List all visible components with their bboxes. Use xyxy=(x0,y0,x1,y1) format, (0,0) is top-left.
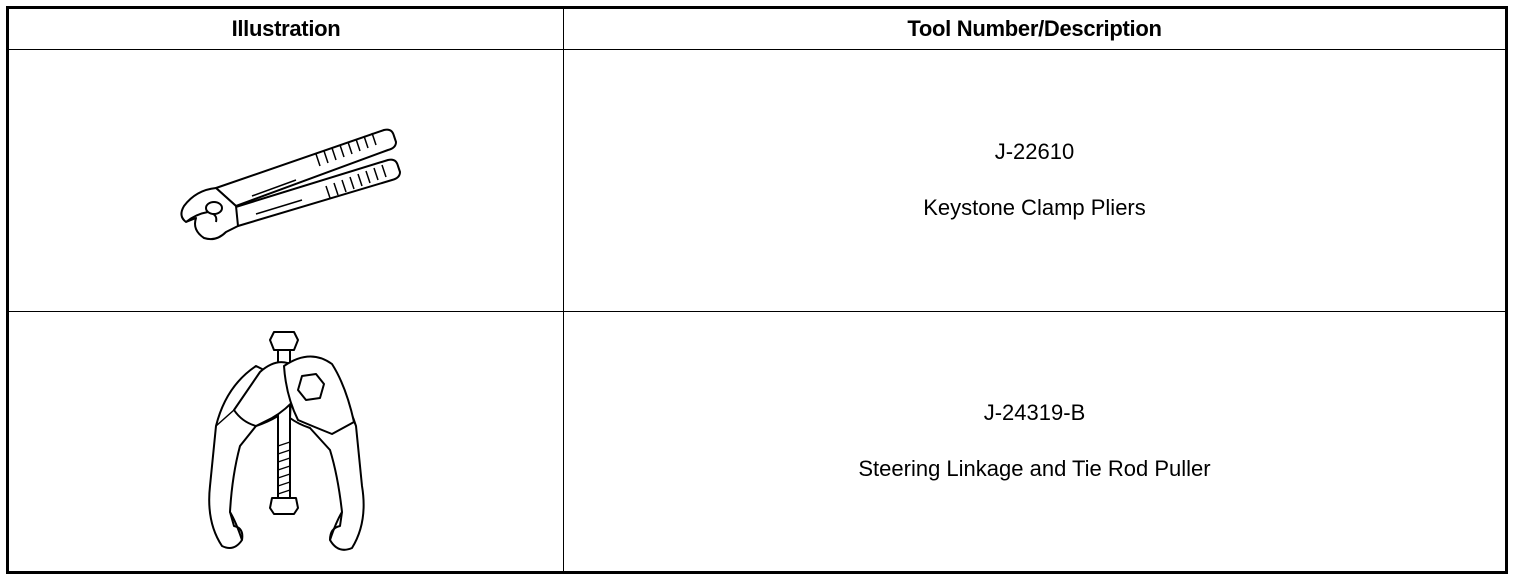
keystone-clamp-pliers-icon xyxy=(9,110,563,250)
illustration-cell xyxy=(8,50,564,312)
tool-description: Steering Linkage and Tie Rod Puller xyxy=(858,456,1211,482)
table-row xyxy=(8,50,1507,312)
table-header-row xyxy=(8,8,1507,50)
illustration-cell xyxy=(8,311,564,573)
tie-rod-puller-icon xyxy=(9,326,563,556)
tool-number: J-24319-B xyxy=(983,400,1086,426)
tool-number: J-22610 xyxy=(994,139,1075,165)
column-header-illustration: Illustration xyxy=(8,8,564,50)
tool-description-cell xyxy=(564,311,1507,573)
table-row xyxy=(8,311,1507,573)
special-tools-table xyxy=(6,6,1508,574)
tool-description: Keystone Clamp Pliers xyxy=(923,195,1146,221)
column-header-tool-description: Tool Number/Description xyxy=(564,8,1507,50)
tool-description-cell xyxy=(564,50,1507,312)
